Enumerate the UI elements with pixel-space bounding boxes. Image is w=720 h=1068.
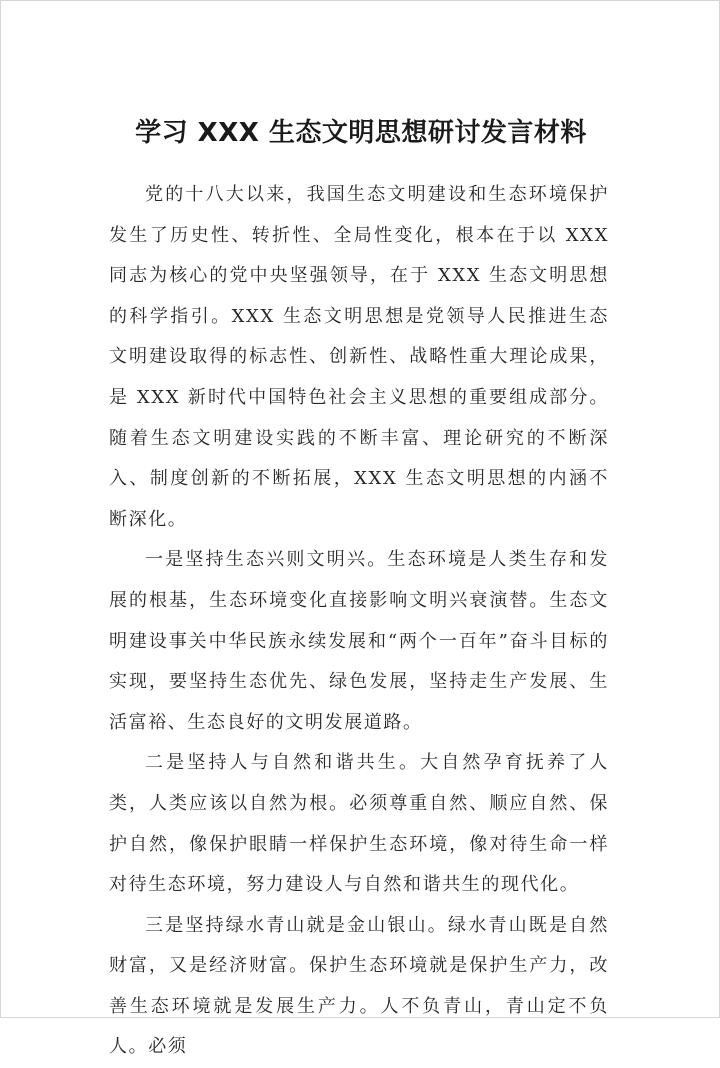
paragraph-intro: 党的十八大以来，我国生态文明建设和生态环境保护发生了历史性、转折性、全局性变化，根本在于以 XXX 同志为核心的党中央坚强领导，在于 XXX 生态文明思想的科学指引。XXX 生态文明思想是党领导人民推进生态文明建设取得的标志性、创新性、战略性重大理论成果，是 XXX 新时代中国特色社会主义思想的重要组成部分。随着生态文明建设实践的不断丰富、理论研究的不断深入、制度创新的不断拓展，XXX 生态文明思想的内涵不断深化。	[109, 184, 609, 530]
paragraph-point-three: 三是坚持绿水青山就是金山银山。绿水青山既是自然财富，又是经济财富。保护生态环境就是保护生产力，改善生态环境就是发展生产力。人不负青山，青山定不负人。必须	[109, 914, 609, 1058]
paragraph-point-two: 二是坚持人与自然和谐共生。大自然孕育抚养了人类，人类应该以自然为根。必须尊重自然、顺应自然、保护自然，像保护眼睛一样保护生态环境，像对待生命一样对待生态环境，努力建设人与自然和谐共生的现代化。	[109, 752, 609, 896]
document-title: 学习 XXX 生态文明思想研讨发言材料	[135, 118, 587, 148]
document-body	[109, 175, 609, 1068]
paragraph-point-one: 一是坚持生态兴则文明兴。生态环境是人类生存和发展的根基，生态环境变化直接影响文明兴衰演替。生态文明建设事关中华民族永续发展和“两个一百年”奋斗目标的实现，要坚持生态优先、绿色发展，坚持走生产发展、生活富裕、生态良好的文明发展道路。	[109, 549, 609, 733]
